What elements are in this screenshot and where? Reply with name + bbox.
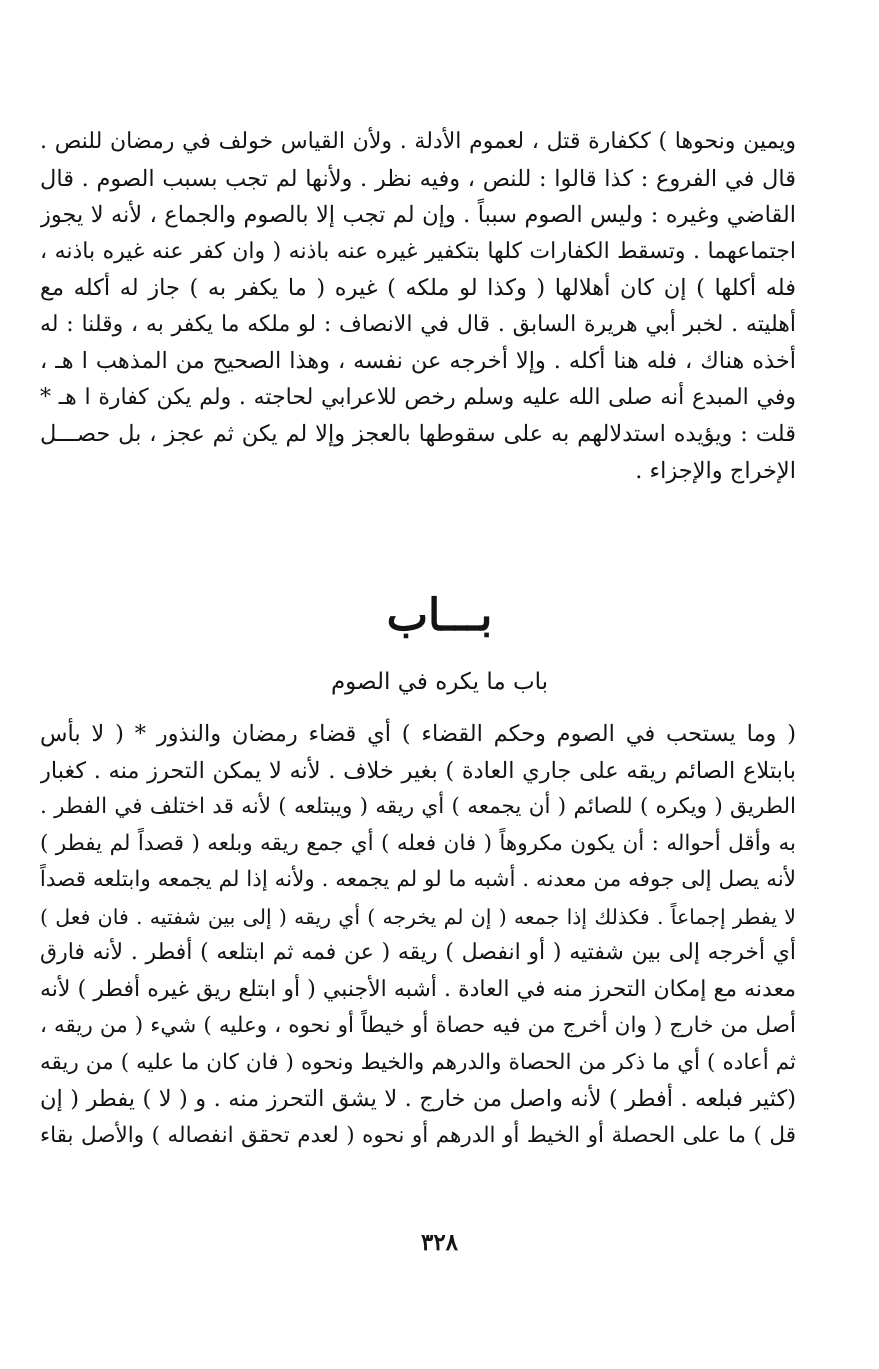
text-line: أهليته . لخبر أبي هريرة السابق . قال في الانصاف : لو ملكه ما يكفر به ، وقلنا : له bbox=[40, 311, 796, 337]
text-line: أخذه هناك ، فله هنا أكله . وإلا أخرجه عن نفسه ، وهذا الصحيح من المذهب ا هـ ، bbox=[40, 348, 796, 374]
text-line: بابتلاع الصائم ريقه على جاري العادة ) بغير خلاف . لأنه لا يمكن التحرز منه . كغبار bbox=[40, 757, 796, 784]
text-line: ( وما يستحب في الصوم وحكم القضاء ) أي قضاء رمضان والنذور * ( لا بأس bbox=[40, 721, 796, 747]
text-line: معدنه مع إمكان التحرز منه في العادة . أشبه الأجنبي ( أو ابتلع ريق غيره أفطر ) لأنه bbox=[40, 976, 796, 1002]
text-line: أي أخرجه إلى بين شفتيه ( أو انفصل ) ريقه ( عن فمه ثم ابتلعه ) أفطر . لأنه فارق bbox=[40, 940, 796, 965]
top-paragraph bbox=[40, 124, 796, 489]
text-line: قل ) ما على الحصلة أو الخيط أو الدرهم أو نحوه ( لعدم تحقق انفصاله ) والأصل بقاء bbox=[40, 1122, 796, 1148]
text-line: القاضي وغيره : وليس الصوم سبباً . وإن لم تجب إلا بالصوم والجماع ، لأنه لا يجوز bbox=[40, 202, 796, 228]
text-line: قال في الفروع : كذا قالوا : للنص ، وفيه نظر . ولأنها لم تجب بسبب الصوم . قال bbox=[40, 165, 796, 192]
page-number: ٣٢٨ bbox=[420, 1229, 459, 1256]
text-line: به وأقل أحواله : أن يكون مكروهاً ( فان فعله ) أي جمع ريقه وبلعه ( قصداً لم يفطر ) bbox=[40, 830, 796, 856]
chapter-heading: بـــاب bbox=[386, 590, 493, 641]
text-line: لا يفطر إجماعاً . فكذلك إذا جمعه ( إن لم يخرجه ) أي ريقه ( إلى بين شفتيه . فان فعل ) bbox=[40, 904, 796, 929]
text-line: فله أكلها ) إن كان أهلالها ( وكذا لو ملكه ) غيره ( ما يكفر به ) جاز له أكله مع bbox=[40, 275, 796, 301]
text-line: اجتماعهما . وتسقط الكفارات كلها بتكفير غيره عنه باذنه ( وان كفر عنه غيره باذنه ، bbox=[40, 238, 796, 264]
text-line: الإخراج والإجزاء . bbox=[635, 457, 796, 484]
text-line: قلت : ويؤيده استدلالهم به على سقوطها بالعجز وإلا لم يكن ثم عجز ، بل حصـــل bbox=[40, 421, 796, 447]
text-line: وفي المبدع أنه صلى الله عليه وسلم رخص للاعرابي لحاجته . ولم يكن كفارة ا هـ * bbox=[40, 384, 796, 410]
bottom-paragraph bbox=[40, 716, 796, 1154]
section-title: باب ما يكره في الصوم bbox=[330, 669, 549, 695]
text-line: لأنه يصل إلى جوفه من معدنه . أشبه ما لو لم يجمعه . ولأنه إذا لم يجمعه وابتلعه قصداً bbox=[40, 867, 796, 892]
text-line: ويمين ونحوها ) ككفارة قتل ، لعموم الأدلة . ولأن القياس خولف في رمضان للنص . bbox=[40, 129, 796, 154]
text-line: الطريق ( ويكره ) للصائم ( أن يجمعه ) أي ريقه ( ويبتلعه ) لأنه قد اختلف في الفطر . bbox=[40, 794, 796, 819]
text-line: (كثير فبلعه . أفطر ) لأنه واصل من خارج . لا يشق التحرز منه . و ( لا ) يفطر ( إن bbox=[40, 1086, 796, 1112]
text-line: ثم أعاده ) أي ما ذكر من الحصاة والدرهم والخيط ونحوه ( فان كان ما عليه ) من ريقه bbox=[40, 1049, 796, 1075]
text-line: أصل من خارج ( وان أخرج من فيه حصاة أو خيطاً أو نحوه ، وعليه ) شيء ( من ريقه ، bbox=[40, 1013, 796, 1038]
